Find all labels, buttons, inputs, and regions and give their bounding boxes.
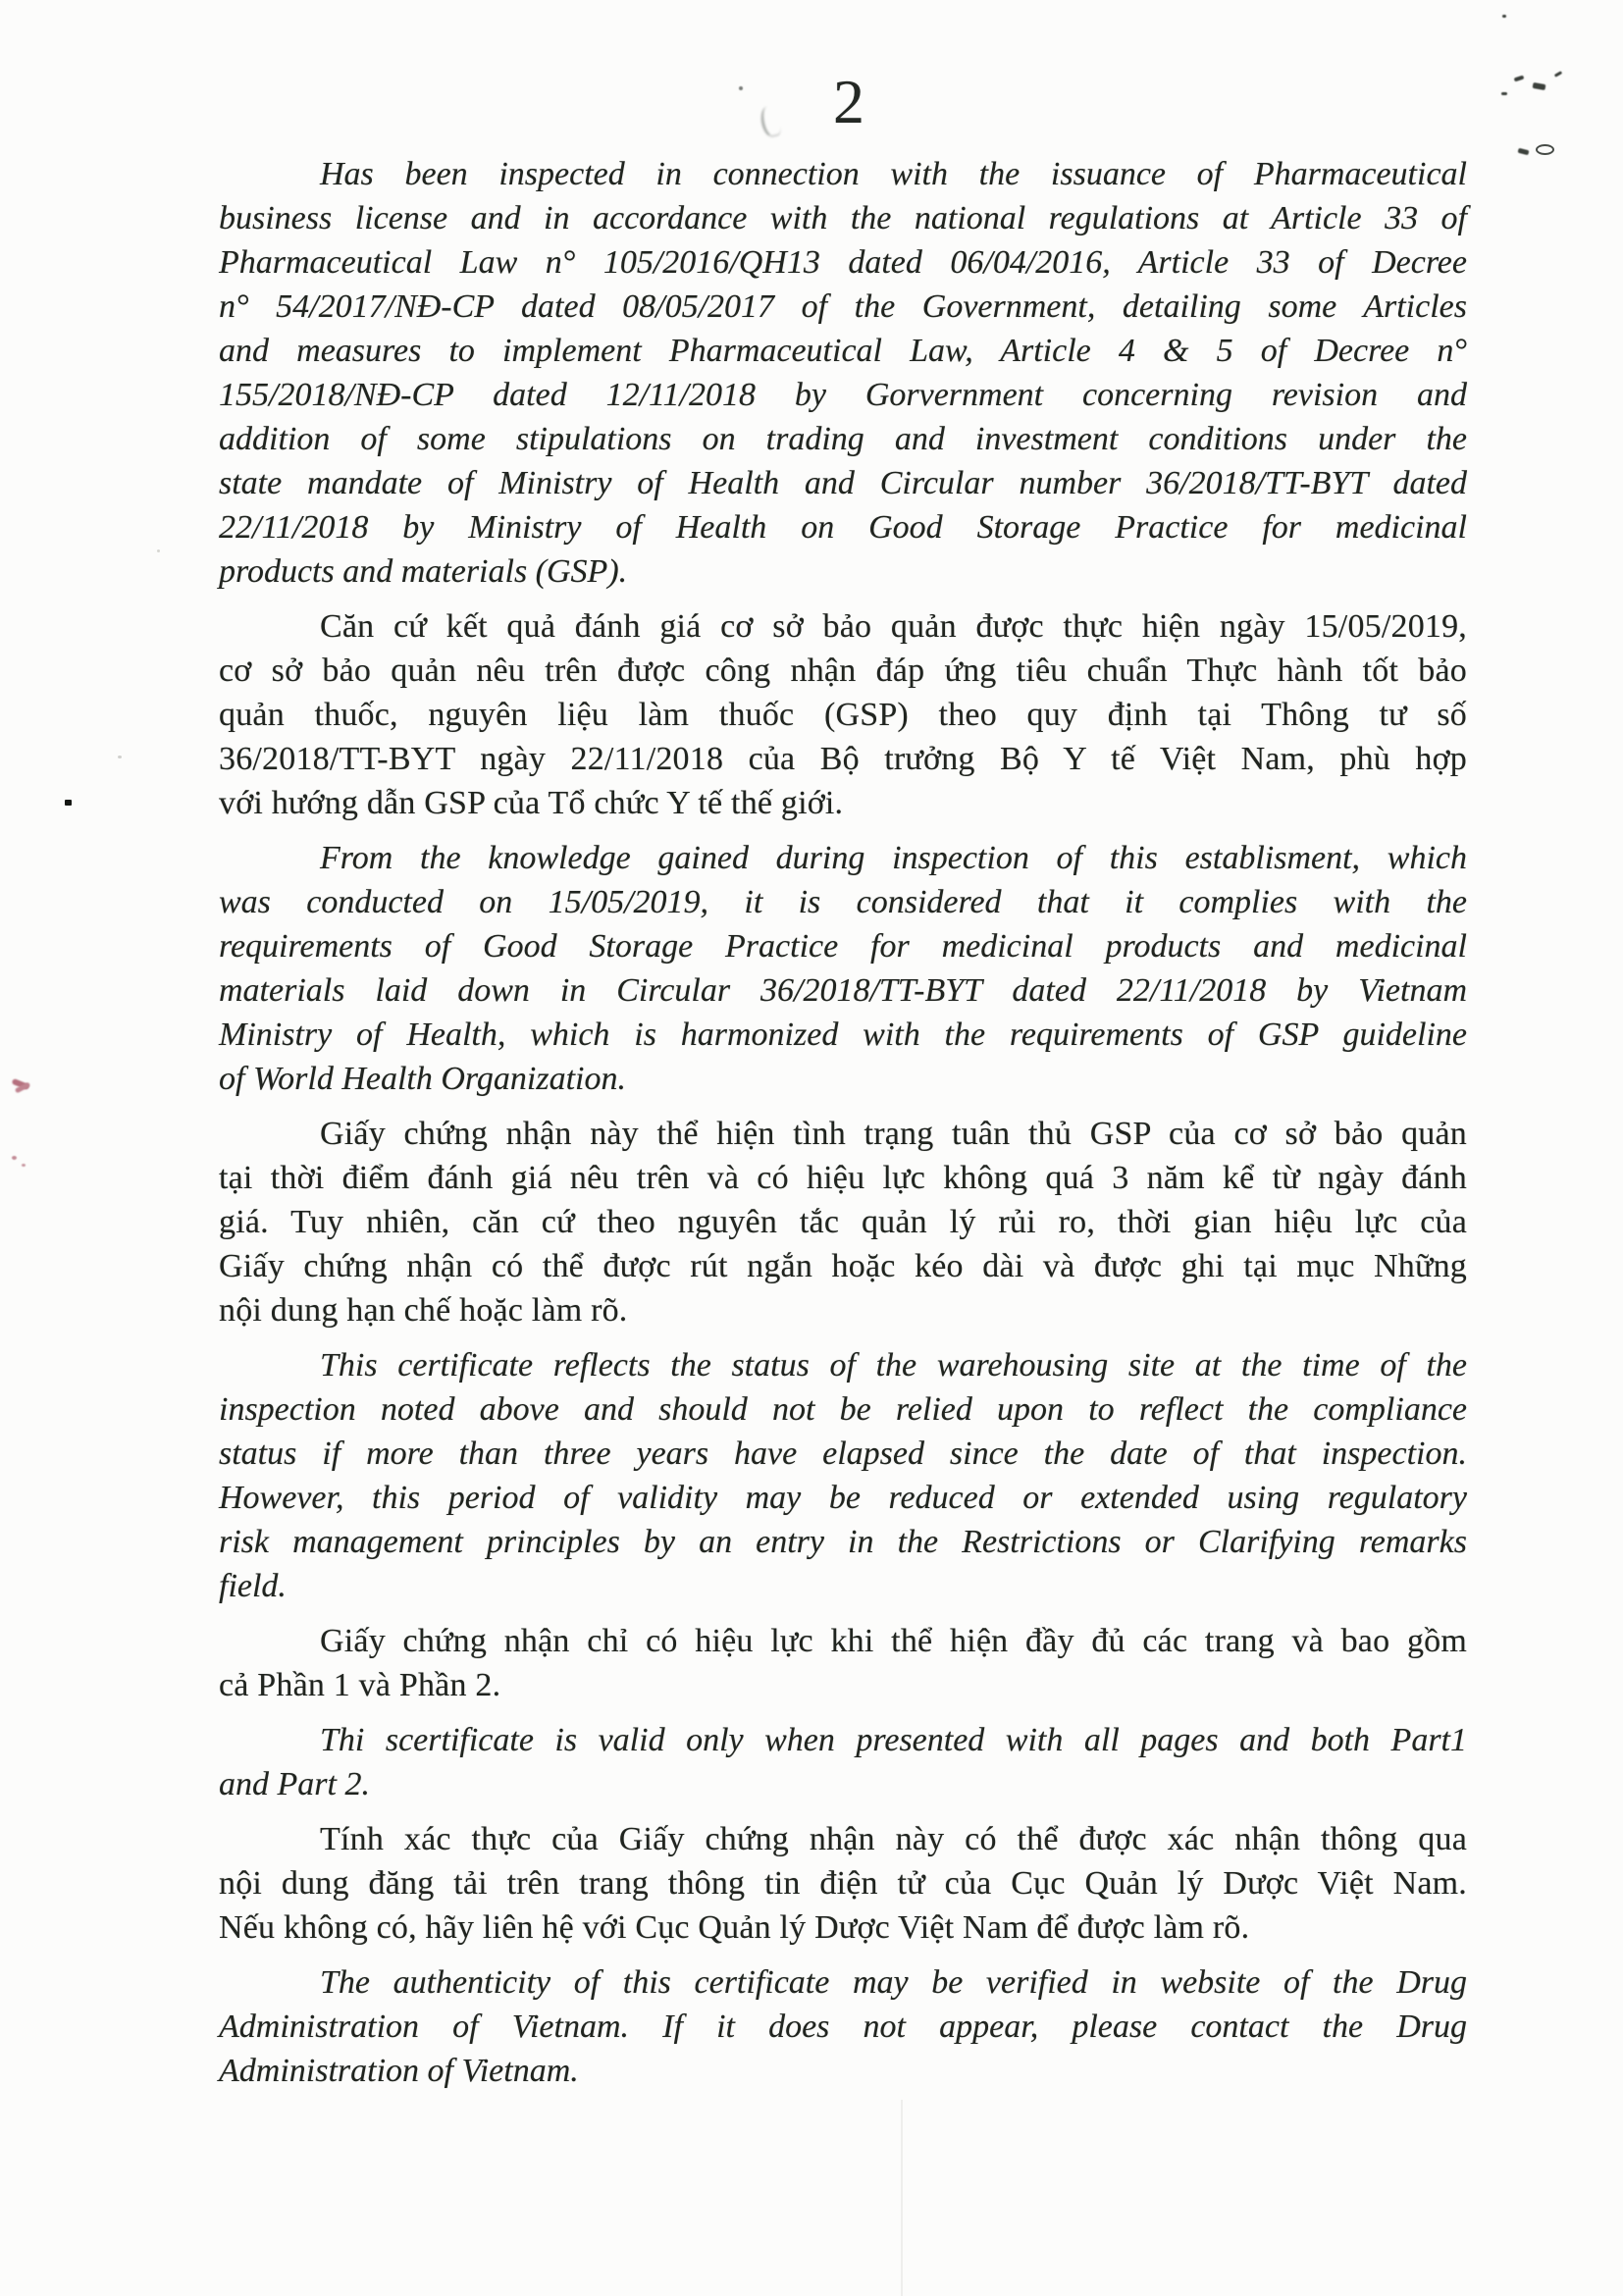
text-line: Thi scertificate is valid only when presented with all pages and both Part1 [320, 1722, 1467, 1758]
text-line: Giấy chứng nhận chỉ có hiệu lực khi thể hiện đầy đủ các trang và bao gồm [320, 1623, 1467, 1659]
text-line: nội dung hạn chế hoặc làm rõ. [219, 1292, 628, 1329]
text-line: state mandate of Ministry of Health and Circular number 36/2018/TT-BYT dated [219, 465, 1467, 501]
scanner-line [901, 2100, 903, 2296]
text-line: Administration of Vietnam. If it does not appear, please contact the Drug [219, 2009, 1467, 2045]
text-line: Has been inspected in connection with the issuance of Pharmaceutical [320, 156, 1467, 192]
text-line: requirements of Good Storage Practice for medicinal products and medicinal [219, 928, 1467, 965]
document-body [219, 152, 1467, 2093]
text-line: tại thời điểm đánh giá nêu trên và có hiệu lực không quá 3 năm kể từ ngày đánh [219, 1160, 1467, 1196]
text-line: and Part 2. [219, 1766, 370, 1802]
text-line: business license and in accordance with the national regulations at Article 33 of [219, 200, 1467, 236]
text-line: risk management principles by an entry in the Restrictions or Clarifying remarks [219, 1524, 1467, 1560]
scan-smudge [758, 104, 782, 138]
text-line: quản thuốc, nguyên liệu làm thuốc (GSP) theo quy định tại Thông tư số [219, 697, 1467, 733]
text-line: giá. Tuy nhiên, căn cứ theo nguyên tắc quản lý rủi ro, thời gian hiệu lực của [219, 1204, 1467, 1240]
text-line: products and materials (GSP). [219, 553, 628, 590]
text-line: Giấy chứng nhận có thể được rút ngắn hoặc kéo dài và được ghi tại mục Những [219, 1248, 1467, 1284]
paragraph-knowledge-gained-en [219, 836, 1467, 1101]
text-line: Giấy chứng nhận này thể hiện tình trạng tuân thủ GSP của cơ sở bảo quản [320, 1116, 1467, 1152]
text-line: cơ sở bảo quản nêu trên được công nhận đáp ứng tiêu chuẩn Thực hành tốt bảo [219, 652, 1467, 689]
text-line: was conducted on 15/05/2019, it is considered that it complies with the [219, 884, 1467, 920]
text-line: Pharmaceutical Law n° 105/2016/QH13 dated 06/04/2016, Article 33 of Decree [219, 244, 1467, 281]
scan-speck [157, 549, 160, 552]
text-line: Administration of Vietnam. [219, 2053, 579, 2089]
text-line: The authenticity of this certificate may be verified in website of the Drug [320, 1964, 1467, 2001]
paragraph-certificate-reflects-en [219, 1343, 1467, 1608]
text-line: Nếu không có, hãy liên hệ với Cục Quản lý Dược Việt Nam để được làm rõ. [219, 1909, 1250, 1946]
scan-speck [1501, 92, 1507, 95]
text-line: Ministry of Health, which is harmonized with the requirements of GSP guideline [219, 1017, 1467, 1053]
text-line: inspection noted above and should not be relied upon to reflect the compliance [219, 1391, 1467, 1428]
scan-speck [1502, 15, 1506, 18]
ink-dot [65, 800, 72, 806]
paragraph-authenticity-en [219, 1960, 1467, 2093]
text-line: Tính xác thực của Giấy chứng nhận này có thể được xác nhận thông qua [320, 1821, 1467, 1857]
text-line: cả Phần 1 và Phần 2. [219, 1667, 501, 1703]
pink-pen-mark [12, 1078, 30, 1090]
scan-speck [739, 86, 743, 90]
page-number: 2 [833, 67, 864, 136]
scan-speck [1533, 82, 1546, 90]
text-line: 155/2018/NĐ-CP dated 12/11/2018 by Gorvernment concerning revision and [219, 377, 1467, 413]
scan-speck [118, 756, 122, 758]
text-line: với hướng dẫn GSP của Tổ chức Y tế thế giới. [219, 785, 844, 821]
paragraph-giay-chung-nhan-hieu-luc-vi [219, 1112, 1467, 1332]
text-line: From the knowledge gained during inspection of this establisment, which [320, 840, 1467, 876]
pink-pen-mark [15, 1082, 30, 1094]
paragraph-inspection-basis-en [219, 152, 1467, 594]
text-line: status if more than three years have elapsed since the date of that inspection. [219, 1435, 1467, 1472]
paragraph-certificate-valid-en [219, 1718, 1467, 1806]
text-line: nội dung đăng tải trên trang thông tin điện tử của Cục Quản lý Dược Việt Nam. [219, 1865, 1467, 1902]
text-line: 36/2018/TT-BYT ngày 22/11/2018 của Bộ trưởng Bộ Y tế Việt Nam, phù hợp [219, 741, 1467, 777]
pink-speck [12, 1156, 17, 1160]
text-line: Căn cứ kết quả đánh giá cơ sở bảo quản được thực hiện ngày 15/05/2019, [320, 608, 1467, 645]
paragraph-can-cu-ket-qua-vi [219, 604, 1467, 825]
text-line: and measures to implement Pharmaceutical Law, Article 4 & 5 of Decree n° [219, 333, 1467, 369]
text-line: field. [219, 1568, 287, 1604]
scan-speck [1518, 148, 1530, 156]
scan-speck [1514, 76, 1525, 82]
scan-speck [1554, 71, 1562, 78]
paragraph-tinh-xac-thuc-vi [219, 1817, 1467, 1950]
paragraph-giay-chung-nhan-trang-vi [219, 1619, 1467, 1707]
text-line: addition of some stipulations on trading and investment conditions under the [219, 421, 1467, 457]
text-line: n° 54/2017/NĐ-CP dated 08/05/2017 of the Government, detailing some Articles [219, 288, 1467, 325]
text-line: materials laid down in Circular 36/2018/TT-BYT dated 22/11/2018 by Vietnam [219, 972, 1467, 1009]
text-line: 22/11/2018 by Ministry of Health on Good Storage Practice for medicinal [219, 509, 1467, 546]
text-line: of World Health Organization. [219, 1061, 626, 1097]
text-line: However, this period of validity may be reduced or extended using regulatory [219, 1480, 1467, 1516]
pink-speck [22, 1164, 26, 1167]
text-line: This certificate reflects the status of the warehousing site at the time of the [320, 1347, 1467, 1383]
scan-speck [1536, 144, 1554, 155]
